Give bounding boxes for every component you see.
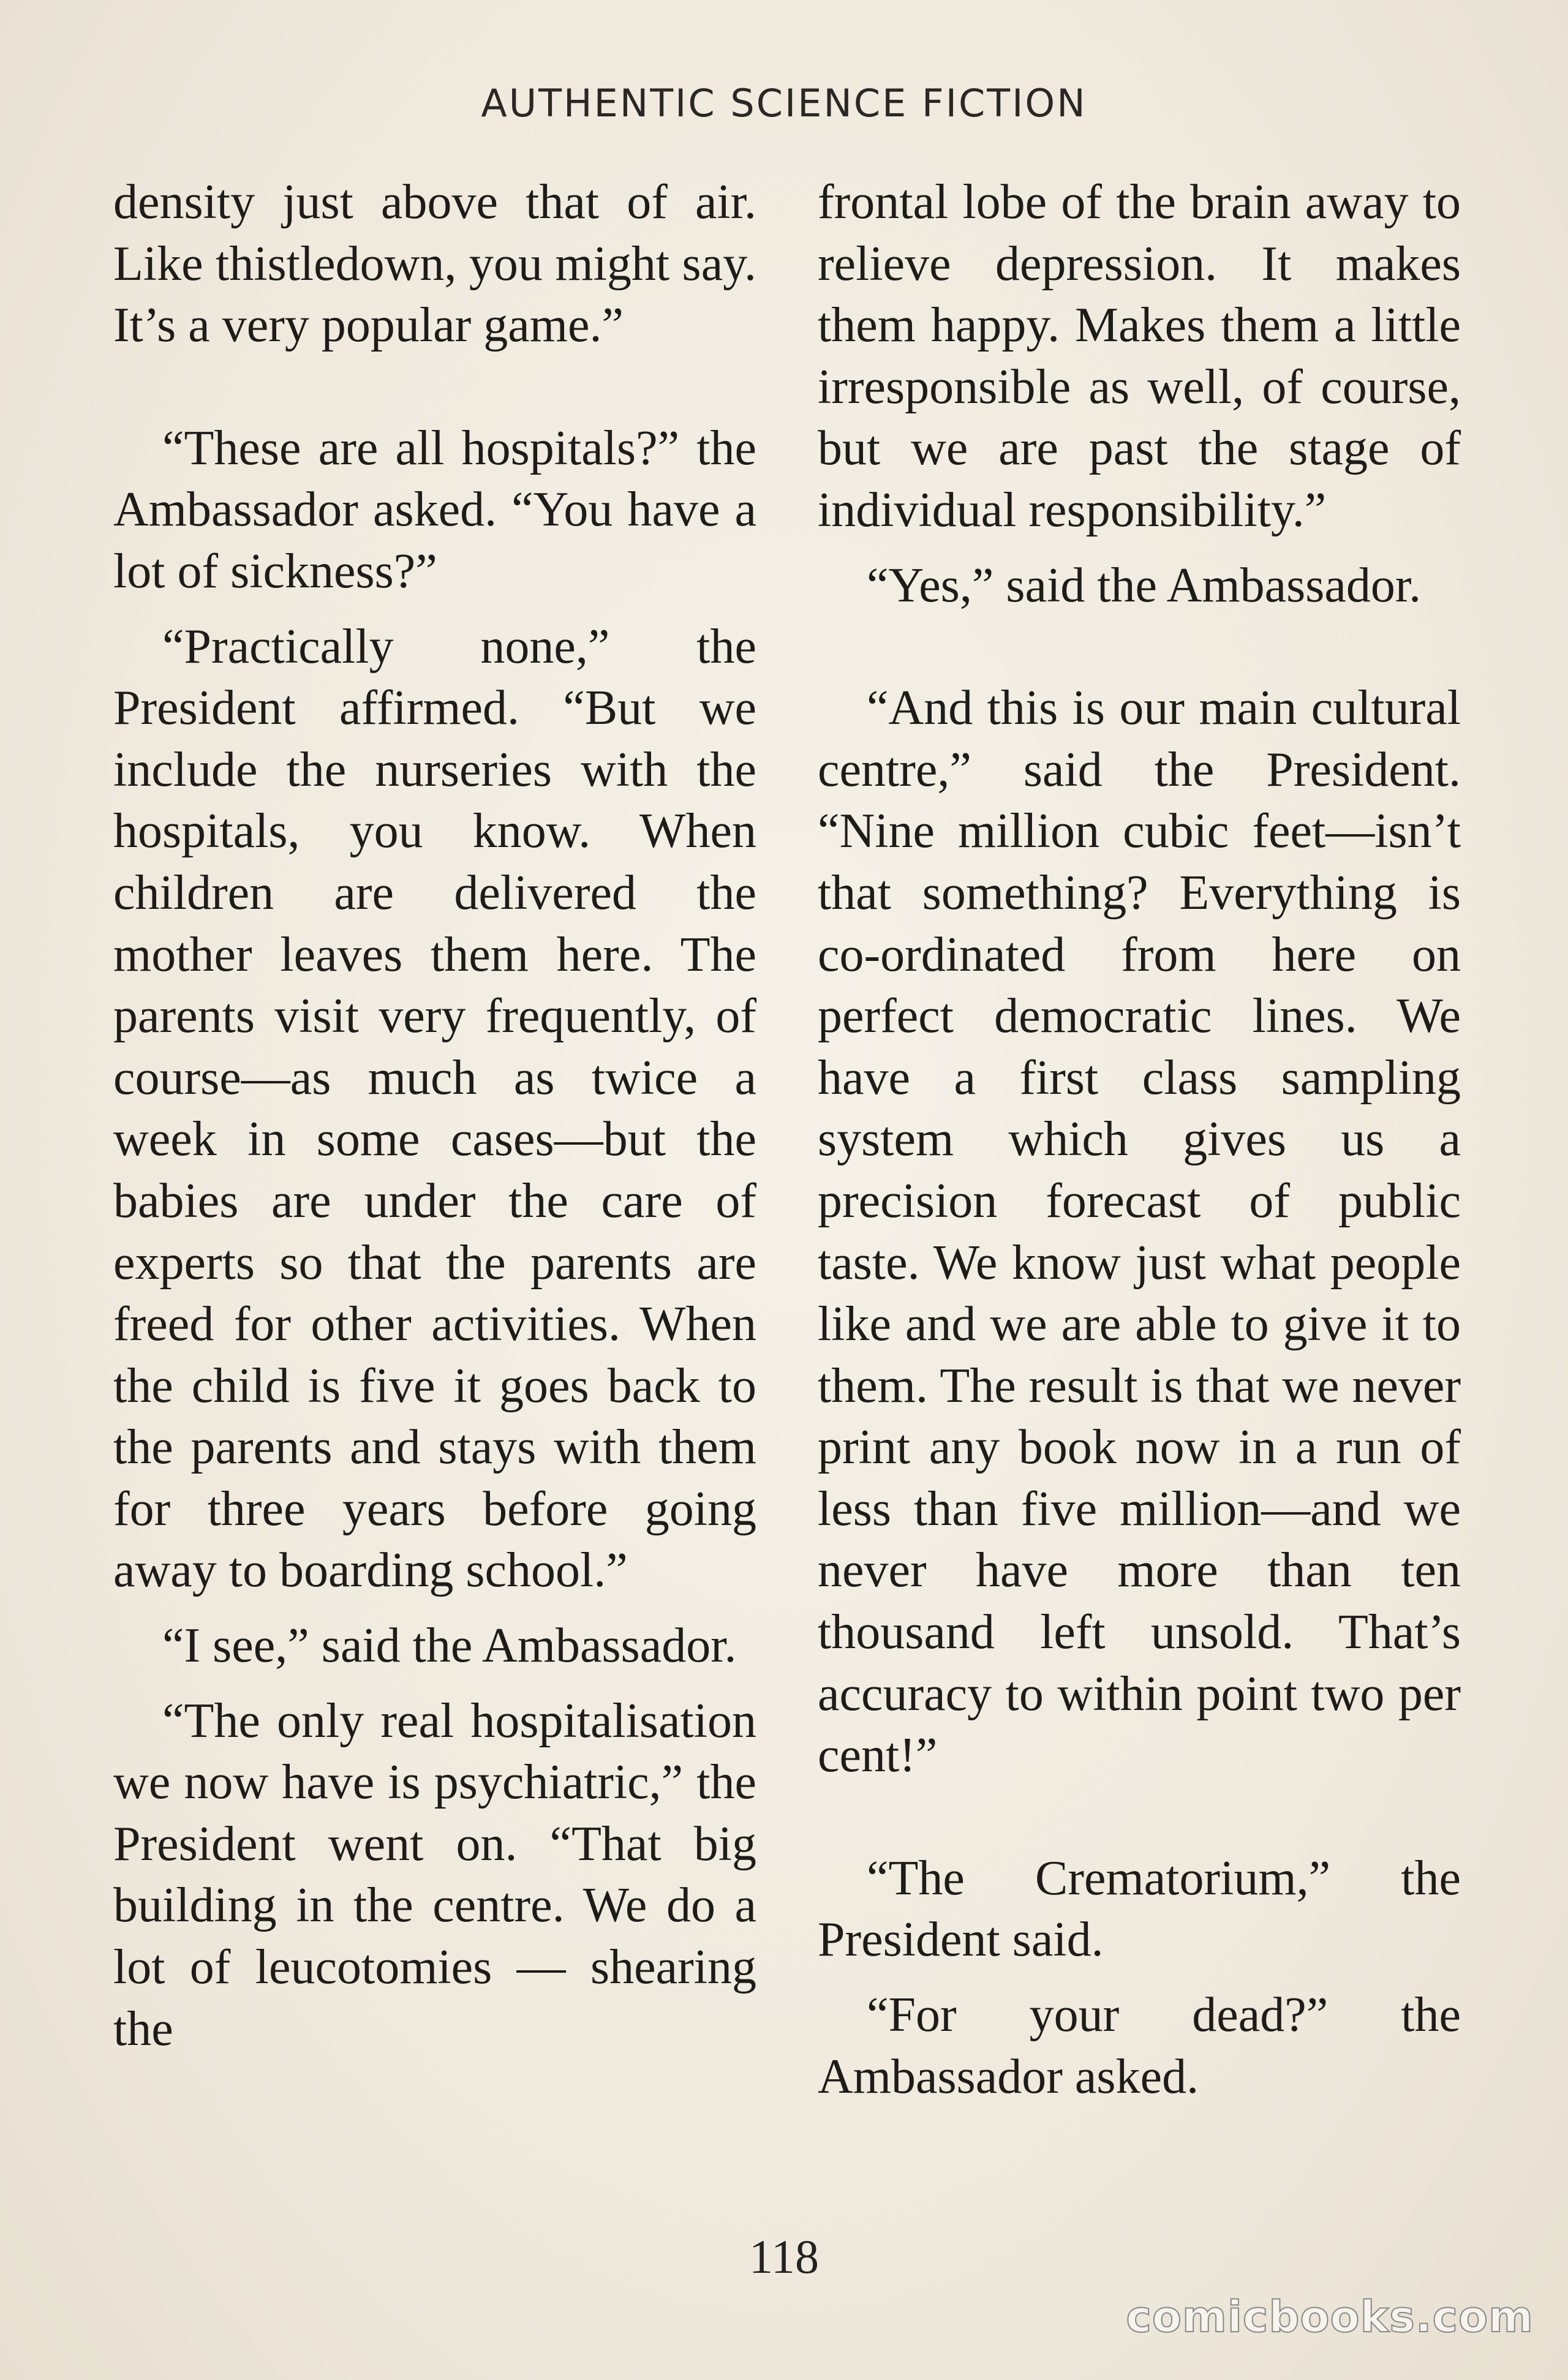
left-column [113,171,756,2060]
right-paragraph-1: frontal lobe of the brain away to relieve depression. It makes them happy. Makes them a little irresponsible as well, of course, but we are past the stage of individual responsibility.” [818,175,1461,537]
left-paragraph-2: “These are all hospitals?” the Ambassador asked. “You have a lot of sickness?” [113,421,756,598]
running-title: AUTHENTIC SCIENCE FICTION [481,81,1087,126]
watermark-logo: comicbooks.com [1126,2292,1534,2342]
right-paragraph-2: “Yes,” said the Ambassador. [867,558,1422,612]
left-paragraph-3: “Practically none,” the President affirmed. “But we include the nurseries with the hospitals, you know. When children are delivered the mother leaves them here. The parents visit very frequently, of course—as much as twice a week in some cases—but the babies are under the care of experts so that the parents are freed for other activities. When the child is five it goes back to the parents and stays with them for three years before going away to boarding school.” [113,619,756,1598]
left-paragraph-5: “The only real hospitalisation we now have is psychiatric,” the President went on. “That big building in the centre. We do a lot of leucotomies — shearing the [113,1693,756,2056]
right-paragraph-5: “For your dead?” the Ambassador asked. [818,1988,1461,2104]
left-paragraph-1: density just above that of air. Like thistledown, you might say. It’s a very popular game.” [113,175,756,353]
right-paragraph-3: “And this is our main cultural centre,” said the President. “Nine million cubic feet—isn’t that something? Everything is co-ordinated from here on perfect democratic lines. We have a first class sampling system which gives us a precision forecast of public taste. We know just what people like and we are able to give it to them. The result is that we never print any book now in a run of less than five million—and we never have more than ten thousand left unsold. That’s accuracy to within point two per cent!” [818,681,1461,1783]
page-number: 118 [748,2230,820,2283]
left-paragraph-4: “I see,” said the Ambassador. [162,1619,737,1673]
right-paragraph-4: “The Crematorium,” the President said. [818,1851,1461,1967]
right-column [818,171,1461,2107]
